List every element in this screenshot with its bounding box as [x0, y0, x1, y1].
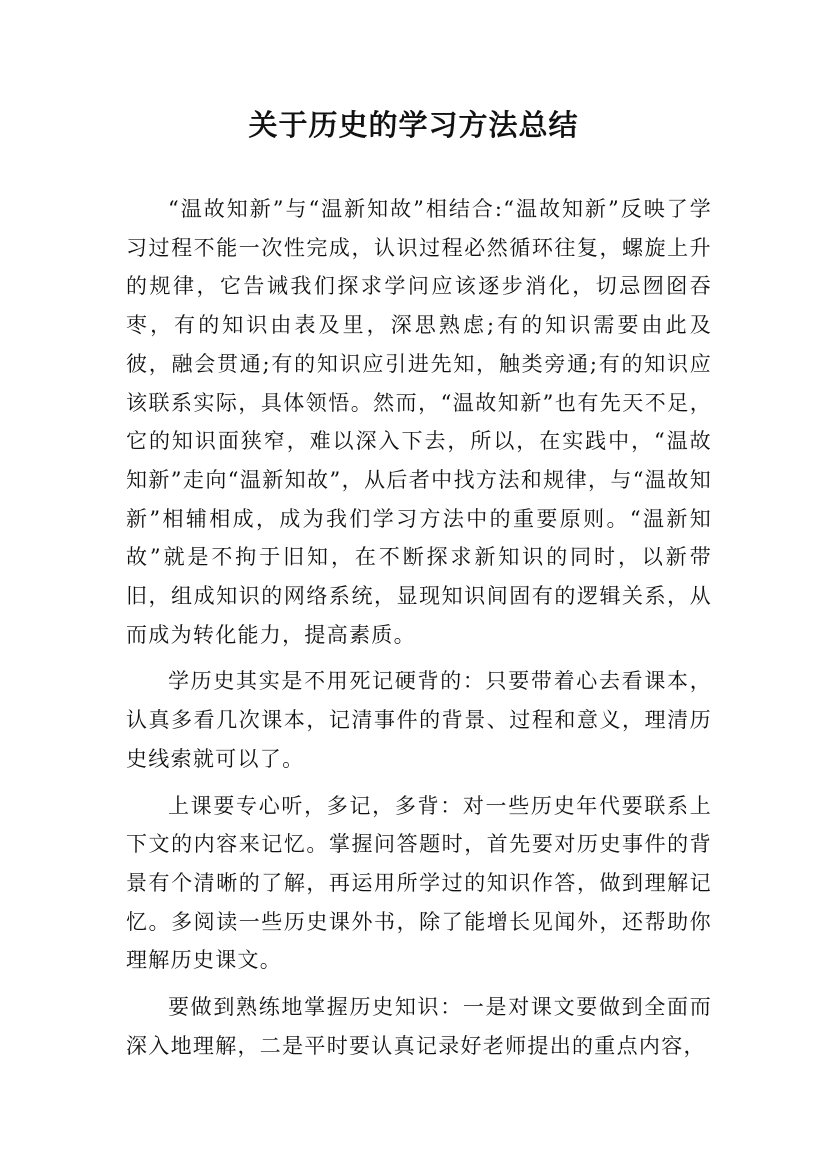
- paragraph: 学历史其实是不用死记硬背的：只要带着心去看课本，认真多看几次课本，记清事件的背景、过程和意义，理清历史线索就可以了。: [126, 669, 712, 771]
- paragraph: 上课要专心听，多记，多背：对一些历史年代要联系上下文的内容来记忆。掌握问答题时，首先要对历史事件的背景有个清晰的了解，再运用所学过的知识作答，做到理解记忆。多阅读一些历史课外书，除了能增长见闻外，还帮助你理解历史课文。: [126, 793, 712, 973]
- paragraph: 要做到熟练地掌握历史知识：一是对课文要做到全面而深入地理解，二是平时要认真记录好老师提出的重点内容，: [126, 995, 712, 1058]
- document-title: 关于历史的学习方法总结: [248, 108, 579, 142]
- paragraph: “温故知新”与“温新知故”相结合:“温故知新”反映了学习过程不能一次性完成，认识过程必然循环往复，螺旋上升的规律，它告诫我们探求学问应该逐步消化，切忌囫囵吞枣，有的知识由表及里，深思熟虑;有的知识需要由此及彼，融会贯通;有的知识应引进先知，触类旁通;有的知识应该联系实际，具体领悟。然而，“温故知新”也有先天不足，它的知识面狭窄，难以深入下去，所以，在实践中，“温故知新”走向“温新知故”，从后者中找方法和规律，与“温故知新”相辅相成，成为我们学习方法中的重要原则。“温新知故”就是不拘于旧知，在不断探求新知识的同时，以新带旧，组成知识的网络系统，显现知识间固有的逻辑关系，从而成为转化能力，提高素质。: [126, 197, 712, 647]
- document-body: [126, 190, 712, 1073]
